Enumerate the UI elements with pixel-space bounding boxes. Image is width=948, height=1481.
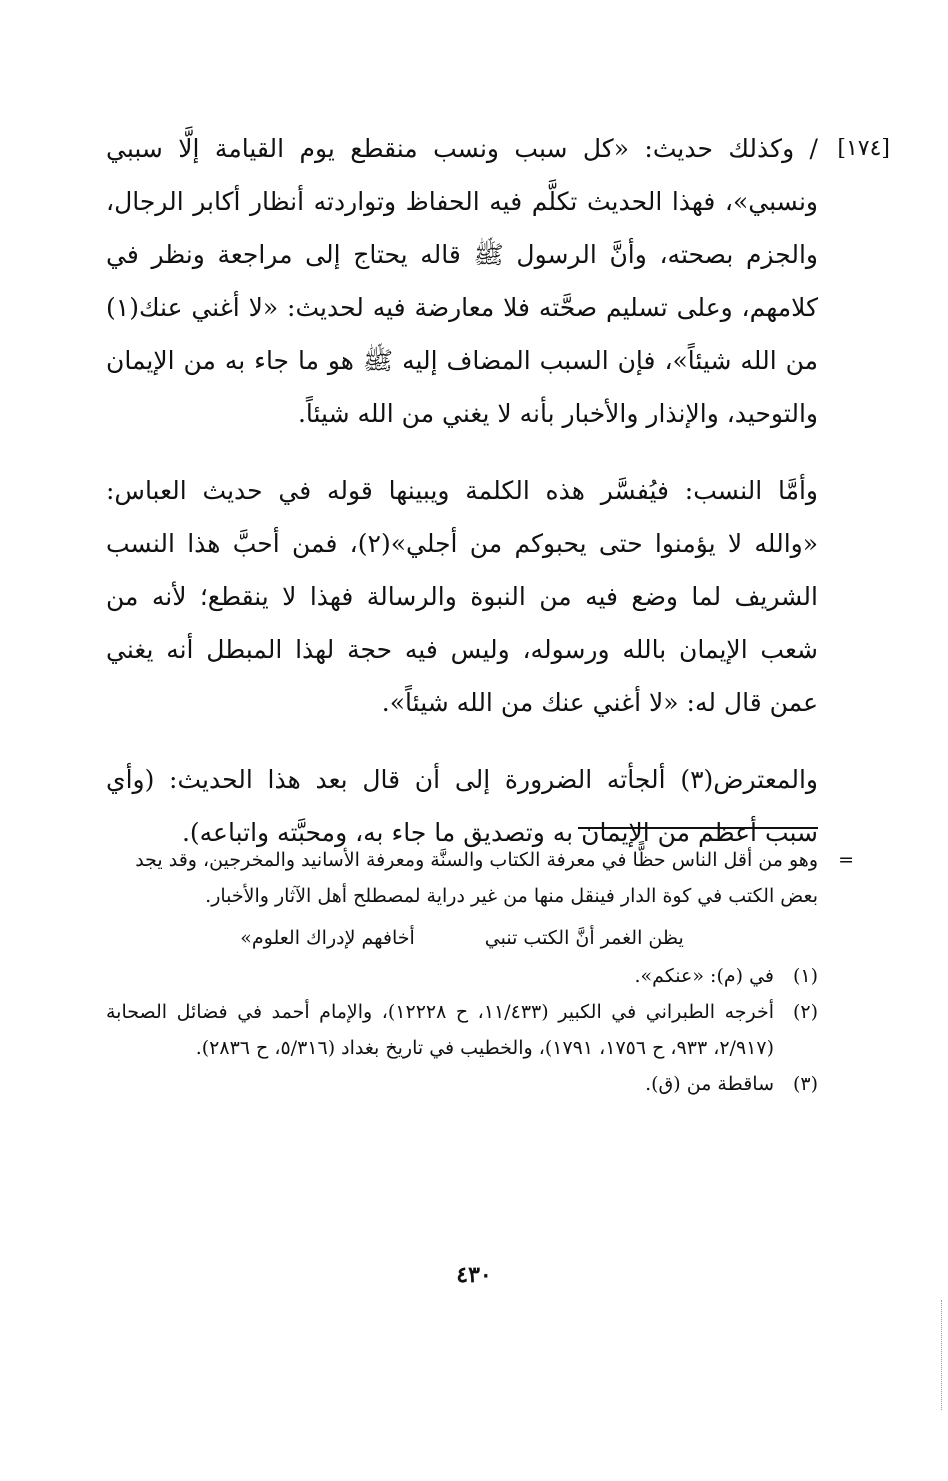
footnote-text: في (م): «عنكم». <box>634 965 774 987</box>
continuation-mark: = <box>838 849 854 871</box>
footnotes <box>106 842 854 1102</box>
scan-edge-marks <box>941 1300 945 1410</box>
footnote-number: (٣) <box>792 1073 818 1095</box>
paragraph-3: والمعترض(٣) ألجأته الضرورة إلى أن قال بعد هذا الحديث: (وأي سبب أعظم من الإيمان به وتصديق ما جاء به، ومحبَّته واتباعه). <box>106 765 818 847</box>
footnote-item <box>106 1066 818 1102</box>
paragraph-2: وأمَّا النسب: فيُفسَّر هذه الكلمة ويبينها قوله في حديث العباس: «والله لا يؤمنوا حتى يحبوكم من أجلي»(٢)، فمن أحبَّ هذا النسب الشريف لما وضع فيه من النبوة والرسالة فهذا لا ينقطع؛ لأنه من شعب الإيمان بالله ورسوله، وليس فيه حجة لهذا المبطل أنه يغني عمن قال له: «لا أغني عنك من الله شيئاً». <box>106 476 819 717</box>
page-number: ٤٣٠ <box>456 1262 492 1288</box>
footnote-text: أخرجه الطبراني في الكبير (١١/٤٣٣، ح ١٢٢٢٨)، والإمام أحمد في فضائل الصحابة (٢/٩١٧، ٩٣٣، ح ١٧٥٦، ١٧٩١)، والخطيب في تاريخ بغداد (٥/٣١٦، ح ٢٨٣٦). <box>106 1001 775 1059</box>
footnote-item <box>106 958 818 994</box>
footnote-item <box>106 994 818 1066</box>
footnote-number: (١) <box>792 965 818 987</box>
margin-reference: [١٧٤] <box>837 136 890 161</box>
verse-line <box>106 920 818 956</box>
paragraph-1: / وكذلك حديث: «كل سبب ونسب منقطع يوم القيامة إلَّا سببي ونسبي»، فهذا الحديث تكلَّم فيه الحفاظ وتواردته أنظار أكابر الرجال، والجزم بصحته، وأنَّ الرسول ﷺ قاله يحتاج إلى مراجعة ونظر في كلامهم، وعلى تسليم صحَّته فلا معارضة فيه لحديث: «لا أغني عنك(١) من الله شيئاً»، فإن السبب المضاف إليه ﷺ هو ما جاء به من الإيمان والتوحيد، والإنذار والأخبار بأنه لا يغني من الله شيئاً. <box>106 134 818 428</box>
footnote-continuation: وهو من أقل الناس حظًّا في معرفة الكتاب والسنَّة ومعرفة الأسانيد والمخرجين، وقد يجد بعض الكتب في كوة الدار فينقل منها من غير دراية لمصطلح أهل الآثار والأخبار. <box>135 849 818 907</box>
footnote-text: ساقطة من (ق). <box>645 1073 774 1095</box>
footnote-separator <box>578 827 818 829</box>
verse-first-hemistich: يظن الغمر أنَّ الكتب تنبي <box>484 927 684 949</box>
verse-second-hemistich: أخافهم لإدراك العلوم» <box>240 927 415 949</box>
footnote-number: (٢) <box>792 1001 818 1023</box>
main-text <box>106 122 818 859</box>
